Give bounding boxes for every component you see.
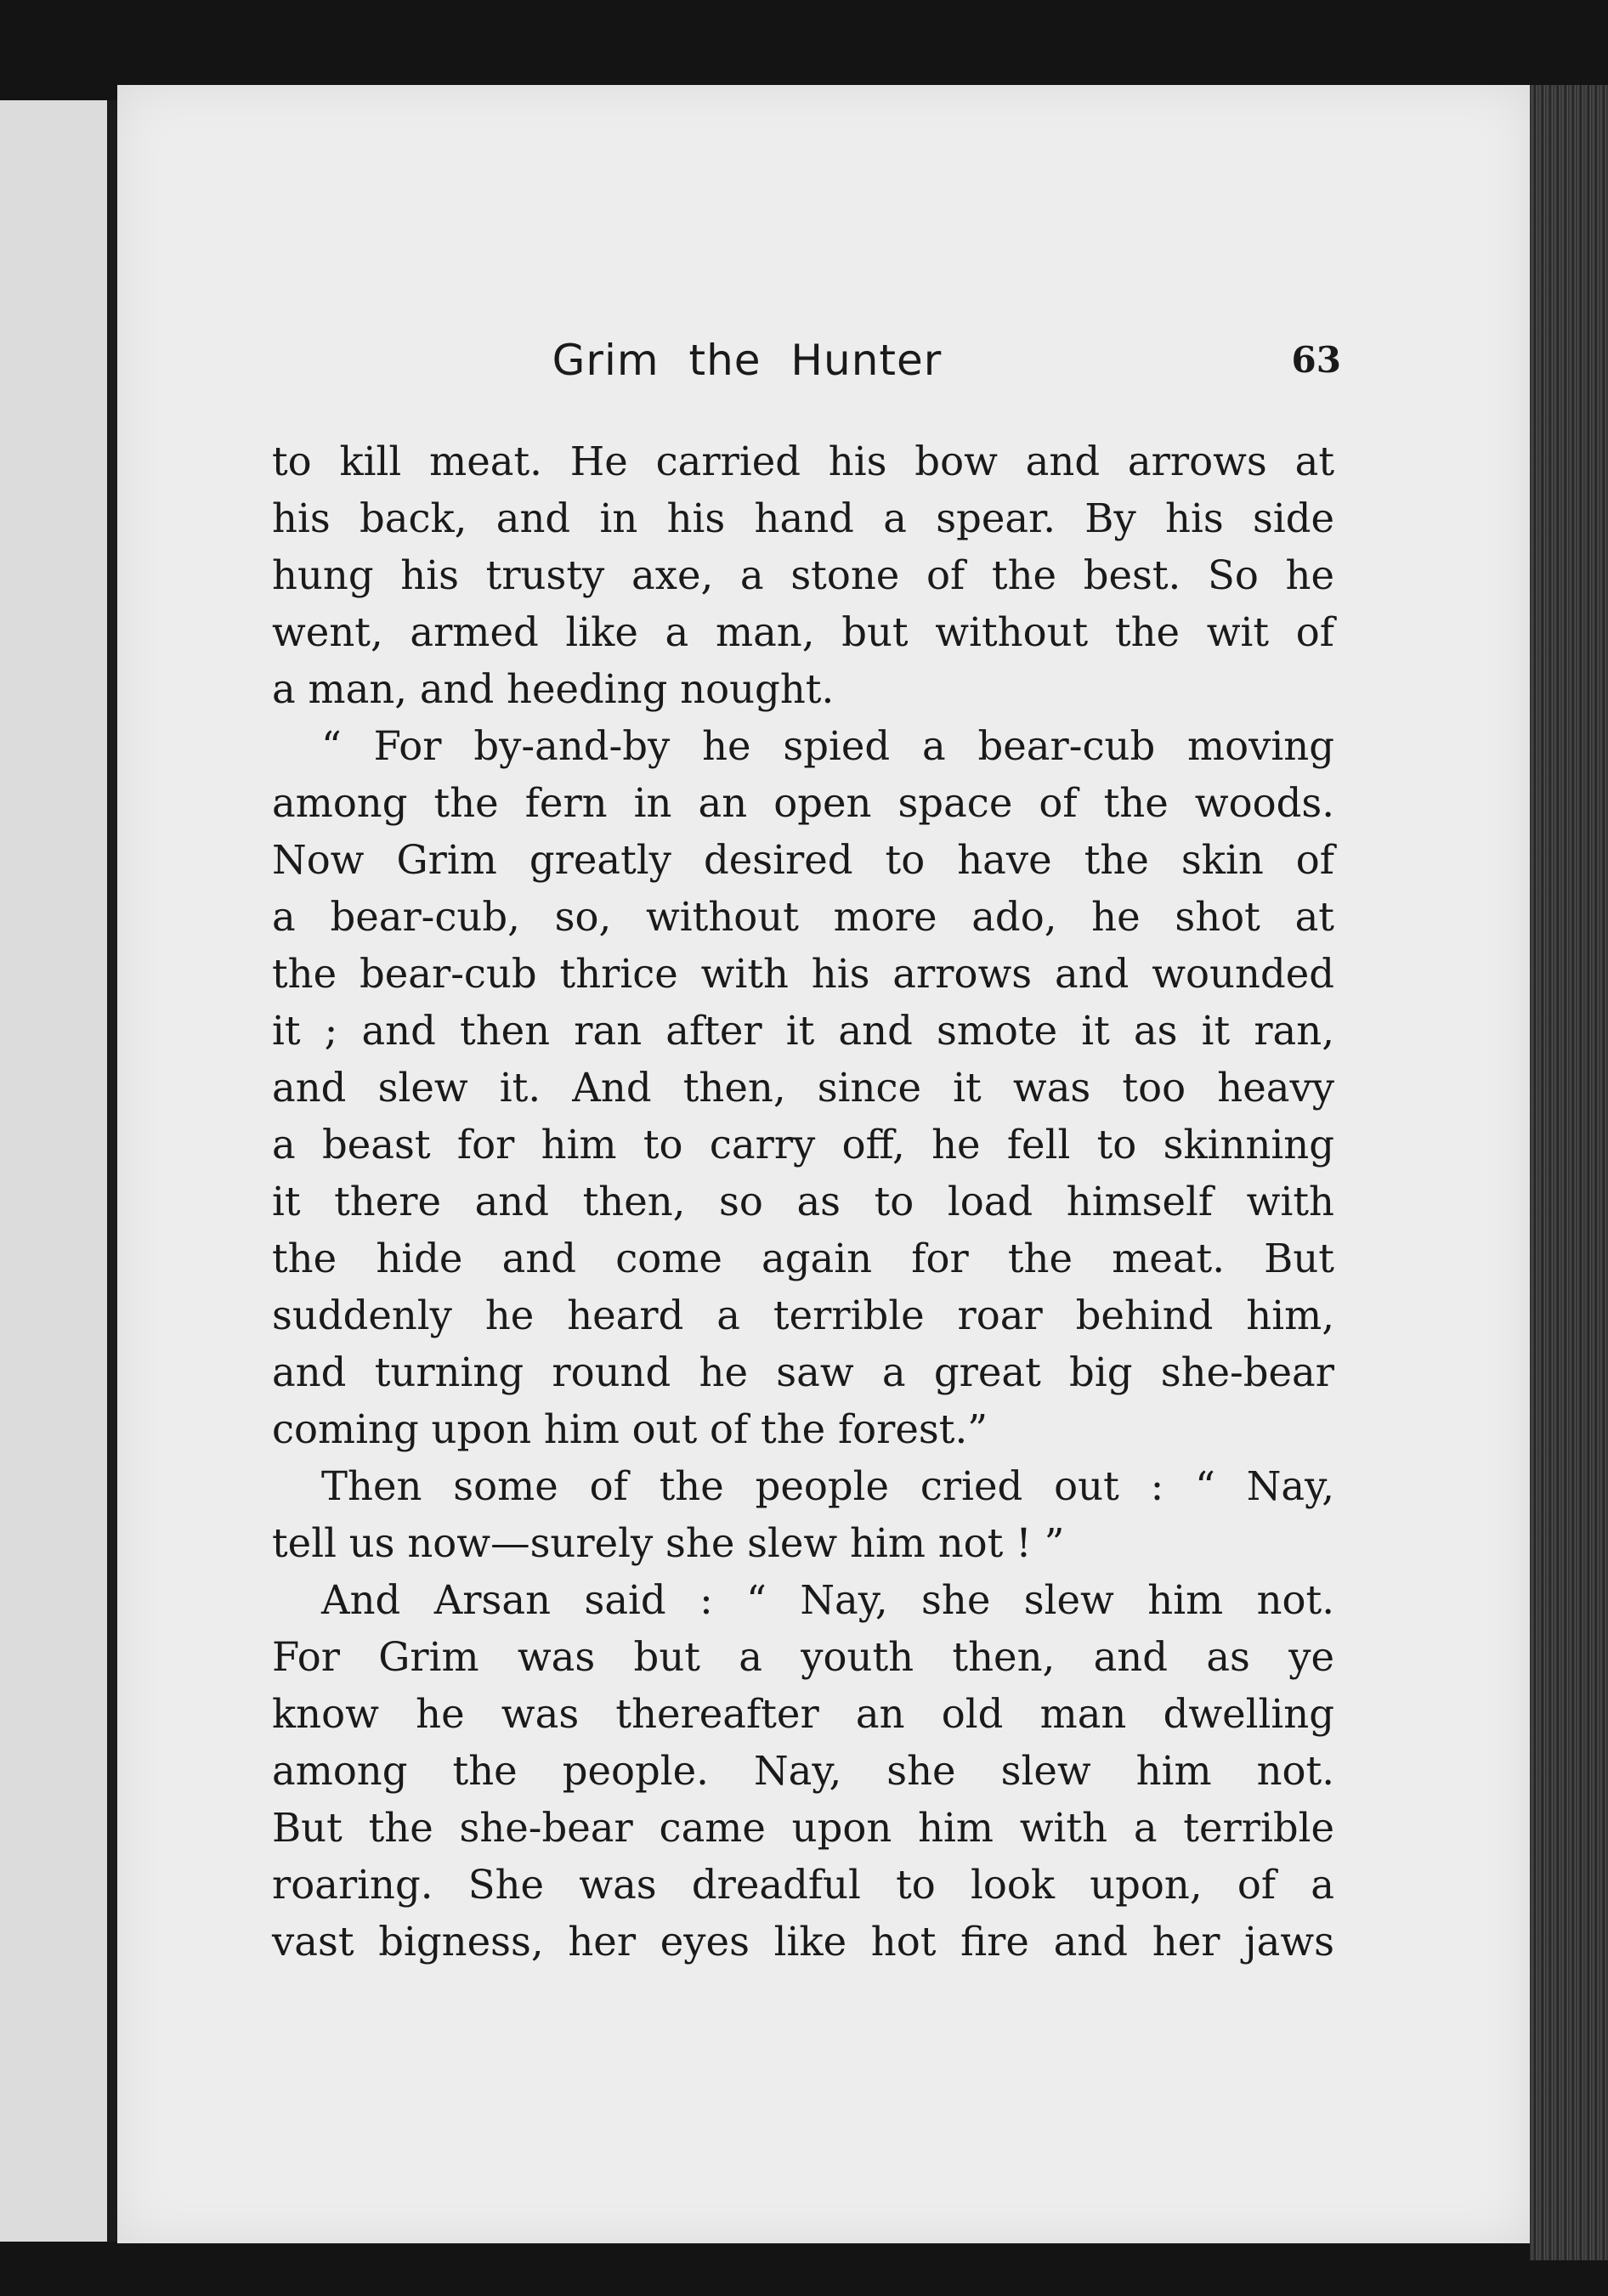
- text-line: coming upon him out of the forest.”: [272, 1406, 988, 1452]
- page-number: 63: [1291, 339, 1341, 381]
- text-line: Then some of the people cried out : “ Nay,: [321, 1463, 1334, 1509]
- book-gutter: [107, 100, 117, 2242]
- text-line: it there and then, so as to load himself with: [272, 1179, 1334, 1224]
- text-line: the hide and come again for the meat. But: [272, 1236, 1334, 1281]
- text-line: it ; and then ran after it and smote it as it ran,: [272, 1008, 1334, 1054]
- text-line: And Arsan said : “ Nay, she slew him not.: [321, 1577, 1334, 1623]
- text-line: a man, and heeding nought.: [272, 666, 835, 712]
- text-line: tell us now—surely she slew him not ! ”: [272, 1520, 1065, 1566]
- text-line: “ For by-and-by he spied a bear-cub moving: [321, 723, 1334, 769]
- running-title: Grim the Hunter: [552, 336, 943, 385]
- text-line: For Grim was but a youth then, and as ye: [272, 1634, 1334, 1680]
- text-line: and turning round he saw a great big she-bear: [272, 1349, 1334, 1395]
- body-text: [272, 433, 1334, 1971]
- text-line: know he was thereafter an old man dwelling: [272, 1691, 1334, 1737]
- text-line: suddenly he heard a terrible roar behind him,: [272, 1292, 1334, 1338]
- facing-page-sliver: [0, 100, 109, 2242]
- page-block-edge: [1530, 85, 1608, 2260]
- text-line: and slew it. And then, since it was too heavy: [272, 1065, 1334, 1111]
- text-line: a bear-cub, so, without more ado, he shot at: [272, 894, 1334, 940]
- text-line: among the people. Nay, she slew him not.: [272, 1748, 1334, 1794]
- text-line: a beast for him to carry off, he fell to skinning: [272, 1122, 1334, 1168]
- text-line: hung his trusty axe, a stone of the best. So he: [272, 552, 1334, 598]
- text-line: to kill meat. He carried his bow and arrows at: [272, 438, 1334, 484]
- text-line: vast bigness, her eyes like hot fire and her jaws: [272, 1919, 1334, 1965]
- text-line: his back, and in his hand a spear. By his side: [272, 495, 1334, 541]
- text-line: among the fern in an open space of the woods.: [272, 780, 1334, 826]
- text-line: went, armed like a man, but without the wit of: [272, 609, 1334, 655]
- text-line: the bear-cub thrice with his arrows and wounded: [272, 951, 1334, 997]
- text-line: Now Grim greatly desired to have the skin of: [272, 837, 1334, 883]
- text-line: roaring. She was dreadful to look upon, of a: [272, 1862, 1334, 1908]
- text-line: But the she-bear came upon him with a terrible: [272, 1805, 1334, 1851]
- running-head: [153, 336, 1341, 404]
